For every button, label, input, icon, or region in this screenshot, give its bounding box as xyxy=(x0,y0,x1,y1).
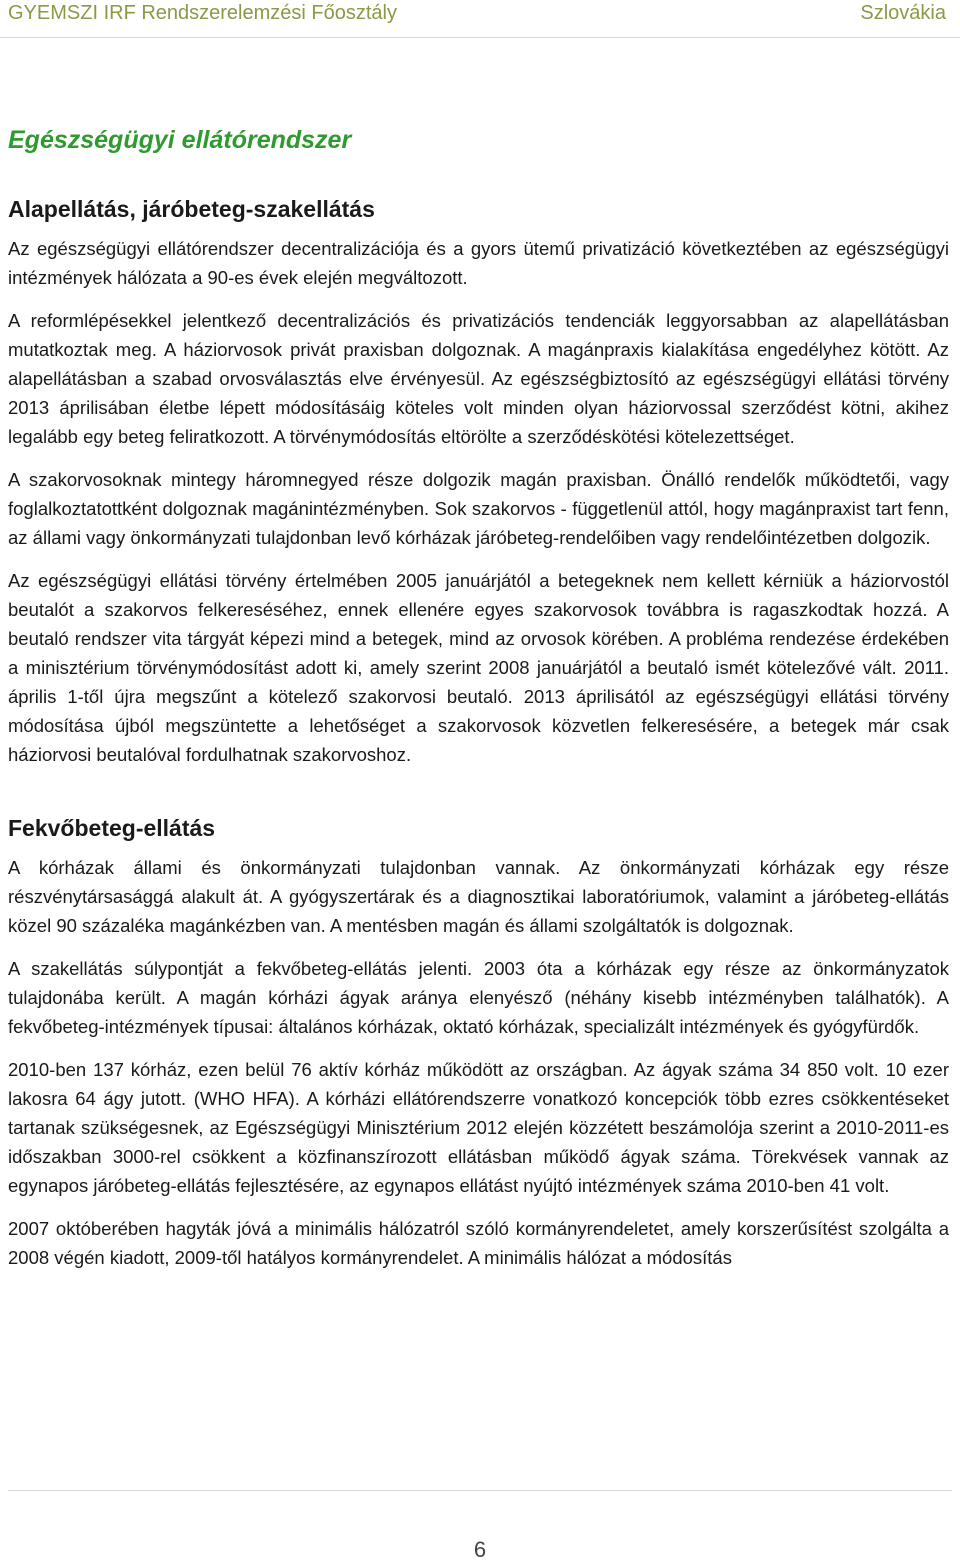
paragraph: A szakellátás súlypontját a fekvőbeteg-ellátás jelenti. 2003 óta a kórházak egy része az önkormányzatok tulajdonába került. A magán kórházi ágyak aránya elenyésző (néhány kisebb intézményben találhatók). A fekvőbeteg-intézmények típusai: általános kórházak, oktató kórházak, specializált intézmények és gyógyfürdők. xyxy=(8,958,949,1037)
paragraph: A szakorvosoknak mintegy háromnegyed része dolgozik magán praxisban. Önálló rendelők működtetői, vagy foglalkoztatottként dolgoznak magánintézményben. Sok szakorvos - függetlenül attól, hogy magánpraxist tart fenn, az állami vagy önkormányzati tulajdonban levő kórházak járóbeteg-rendelőiben vagy rendelőintézetben dolgozik. xyxy=(8,469,949,548)
paragraph: A kórházak állami és önkormányzati tulajdonban vannak. Az önkormányzati kórházak egy része részvénytársasággá alakult át. A gyógyszertárak és a diagnosztikai laboratóriumok, valamint a járóbeteg-ellátás közel 90 százaléka magánkézben van. A mentésben magán és állami szolgáltatók is dolgoznak. xyxy=(8,857,949,936)
paragraph: 2010-ben 137 kórház, ezen belül 76 aktív kórház működött az országban. Az ágyak száma 34 850 volt. 10 ezer lakosra 64 ágy jutott. (WHO HFA). A kórházi ellátórendszerre vonatkozó koncepciók több ezres csökkentéseket tartanak szükségesnek, az Egészségügyi Minisztérium 2012 elején közzétett beszámolója szerint a 2010-2011-es időszakban 3000-rel csökkent a közfinanszírozott ellátásban működő ágyak száma. Törekvések vannak az egynapos járóbeteg-ellátás fejlesztésére, az egynapos ellátást nyújtó intézmények száma 2010-ben 41 volt. xyxy=(8,1059,949,1196)
page-header xyxy=(0,0,960,38)
document-body xyxy=(8,120,949,1286)
footer-divider xyxy=(8,1490,952,1491)
paragraph: Az egészségügyi ellátórendszer decentralizációja és a gyors ütemű privatizáció következtében az egészségügyi intézmények hálózata a 90-es évek elején megváltozott. xyxy=(8,238,949,288)
main-title: Egészségügyi ellátórendszer xyxy=(8,126,352,154)
section-title-primary-care: Alapellátás, járóbeteg-szakellátás xyxy=(8,196,375,222)
section-title-inpatient-care: Fekvőbeteg-ellátás xyxy=(8,815,216,841)
page-number: 6 xyxy=(473,1537,487,1562)
header-organization: GYEMSZI IRF Rendszerelemzési Főosztály xyxy=(8,2,397,24)
paragraph: 2007 októberében hagyták jóvá a minimális hálózatról szóló kormányrendeletet, amely korszerűsítést szolgálta a 2008 végén kiadott, 2009-től hatályos kormányrendelet. A minimális hálózat a módosítás xyxy=(8,1218,949,1268)
header-divider xyxy=(0,37,960,38)
paragraph: Az egészségügyi ellátási törvény értelmében 2005 januárjától a betegeknek nem kellett kérniük a háziorvostól beutalót a szakorvos felkereséséhez, ennek ellenére egyes szakorvosok továbbra is ragaszkodtak hozzá. A beutaló rendszer vita tárgyát képezi mind a betegek, mind az orvosok körében. A probléma rendezése érdekében a minisztérium törvénymódosítást adott ki, amely szerint 2008 januárjától a beutaló ismét kötelezővé vált. 2011. április 1-től újra megszűnt a kötelező szakorvosi beutaló. 2013 áprilisától az egészségügyi ellátási törvény módosítása újból megszüntette a lehetőséget a szakorvosok közvetlen felkeresésére, a betegek már csak háziorvosi beutalóval fordulhatnak szakorvoshoz. xyxy=(8,570,949,765)
header-country: Szlovákia xyxy=(860,2,946,24)
paragraph: A reformlépésekkel jelentkező decentralizációs és privatizációs tendenciák leggyorsabban az alapellátásban mutatkoztak meg. A háziorvosok privát praxisban dolgoznak. A magánpraxis kialakítása engedélyhez kötött. Az alapellátásban a szabad orvosválasztás elve érvényesül. Az egészségbiztosító az egészségügyi ellátási törvény 2013 áprilisában életbe lépett módosításáig köteles volt minden olyan háziorvossal szerződést kötni, akihez legalább egy beteg feliratkozott. A törvénymódosítás eltörölte a szerződéskötési kötelezettséget. xyxy=(8,310,949,447)
